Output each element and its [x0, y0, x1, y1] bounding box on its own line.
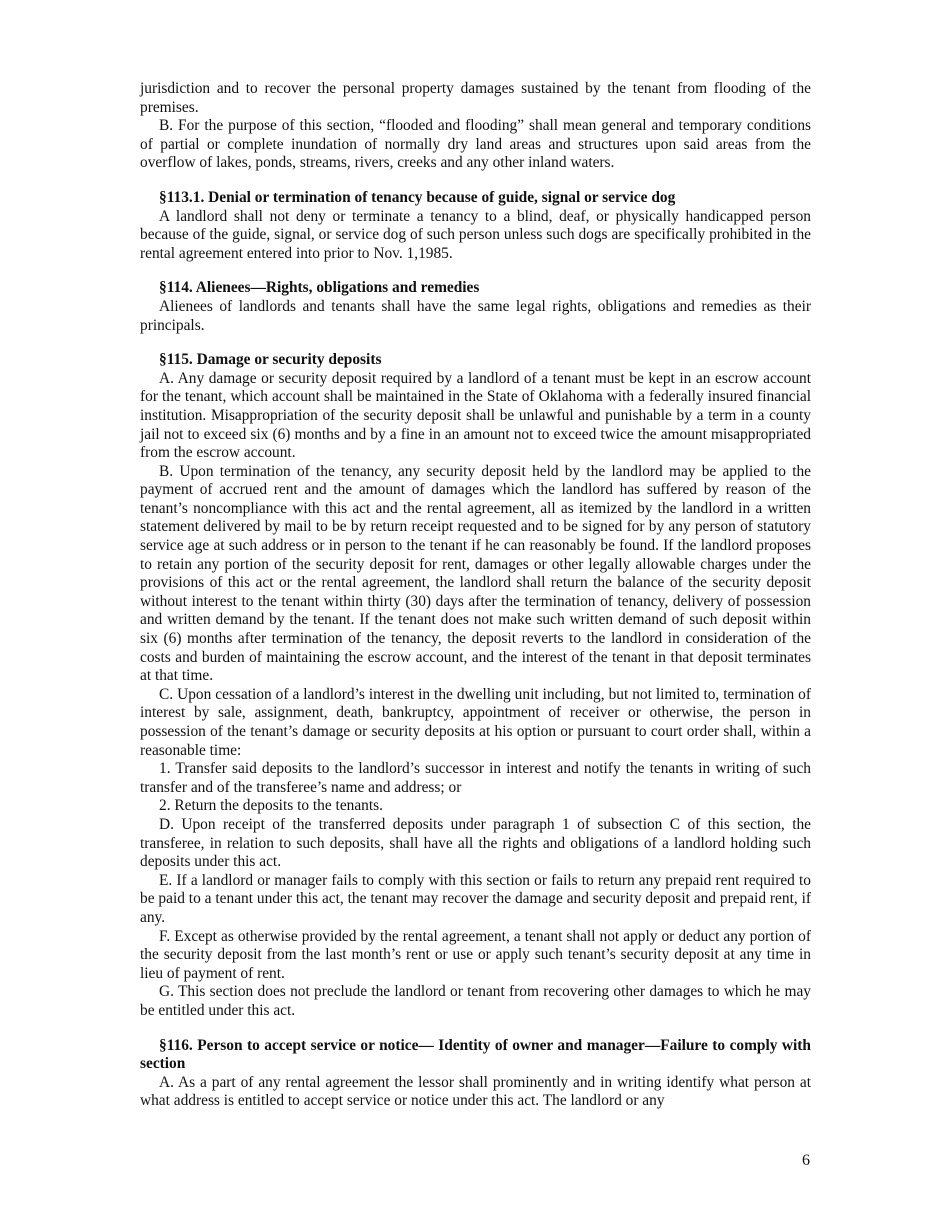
paragraph: B. For the purpose of this section, “flooded and flooding” shall mean general and temporary conditions of partial or complete inundation of normally dry land areas and structures upon said areas from the overflow of lakes, ponds, streams, rivers, creeks and any other inland waters.: [140, 117, 811, 172]
section-heading: §116. Person to accept service or notice— Identity of owner and manager—Failure to comply with section: [140, 1036, 811, 1073]
section-heading: §114. Alienees—Rights, obligations and remedies: [159, 279, 480, 297]
paragraph: 1. Transfer said deposits to the landlord’s successor in interest and notify the tenants in writing of such transfer and of the transferee’s name and address; or: [140, 760, 811, 796]
paragraph: Alienees of landlords and tenants shall have the same legal rights, obligations and remedies as their principals.: [140, 297, 811, 334]
document-body: [140, 80, 811, 1111]
paragraph: 2. Return the deposits to the tenants.: [159, 797, 383, 815]
paragraph: E. If a landlord or manager fails to comply with this section or fails to return any prepaid rent required to be paid to a tenant under this act, the tenant may recover the damage and security deposit and prepaid rent, if any.: [140, 871, 811, 926]
paragraph: A landlord shall not deny or terminate a tenancy to a blind, deaf, or physically handicapped person because of the guide, signal, or service dog of such person unless such dogs are specifically prohibited in the rental agreement entered into prior to Nov. 1,1985.: [140, 207, 811, 262]
section-heading: §115. Damage or security deposits: [159, 351, 382, 369]
paragraph: A. As a part of any rental agreement the lessor shall prominently and in writing identify what person at what address is entitled to accept service or notice under this act. The landlord or any: [140, 1073, 811, 1110]
paragraph: G. This section does not preclude the landlord or tenant from recovering other damages to which he may be entitled under this act.: [140, 983, 811, 1019]
paragraph: jurisdiction and to recover the personal property damages sustained by the tenant from flooding of the premises.: [140, 80, 811, 116]
paragraph: F. Except as otherwise provided by the rental agreement, a tenant shall not apply or deduct any portion of the security deposit from the last month’s rent or use or apply such tenant’s security deposit at any time in lieu of payment of rent.: [140, 927, 811, 982]
paragraph: B. Upon termination of the tenancy, any security deposit held by the landlord may be applied to the payment of accrued rent and the amount of damages which the landlord has suffered by reason of the tenant’s noncompliance with this act and the rental agreement, all as itemized by the landlord in a written statement delivered by mail to be by return receipt requested and to be signed for by any person of statutory service age at such address or in person to the tenant if he can reasonably be found. If the landlord proposes to retain any portion of the security deposit for rent, damages or other legally allowable charges under the provisions of this act or the rental agreement, the landlord shall return the balance of the security deposit without interest to the tenant within thirty (30) days after the termination of tenancy, delivery of possession and written demand by the tenant. If the tenant does not make such written demand of such deposit within six (6) months after termination of the tenancy, the deposit reverts to the landlord in consideration of the costs and burden of maintaining the escrow account, and the interest of the tenant in that deposit terminates at that time.: [140, 462, 811, 685]
page-number: 6: [802, 1152, 810, 1169]
paragraph: D. Upon receipt of the transferred deposits under paragraph 1 of subsection C of this section, the transferee, in relation to such deposits, shall have all the rights and obligations of a landlord holding such deposits under this act.: [140, 815, 811, 871]
paragraph: C. Upon cessation of a landlord’s interest in the dwelling unit including, but not limited to, termination of interest by sale, assignment, death, bankruptcy, appointment of receiver or otherwise, the person in possession of the tenant’s damage or security deposits at his option or pursuant to court order shall, within a reasonable time:: [140, 685, 811, 759]
paragraph: A. Any damage or security deposit required by a landlord of a tenant must be kept in an escrow account for the tenant, which account shall be maintained in the State of Oklahoma with a federally insured financial institution. Misappropriation of the security deposit shall be unlawful and punishable by a term in a county jail not to exceed six (6) months and by a fine in an amount not to exceed twice the amount misappropriated from the escrow account.: [140, 369, 811, 462]
section-heading: §113.1. Denial or termination of tenancy because of guide, signal or service dog: [159, 188, 676, 206]
